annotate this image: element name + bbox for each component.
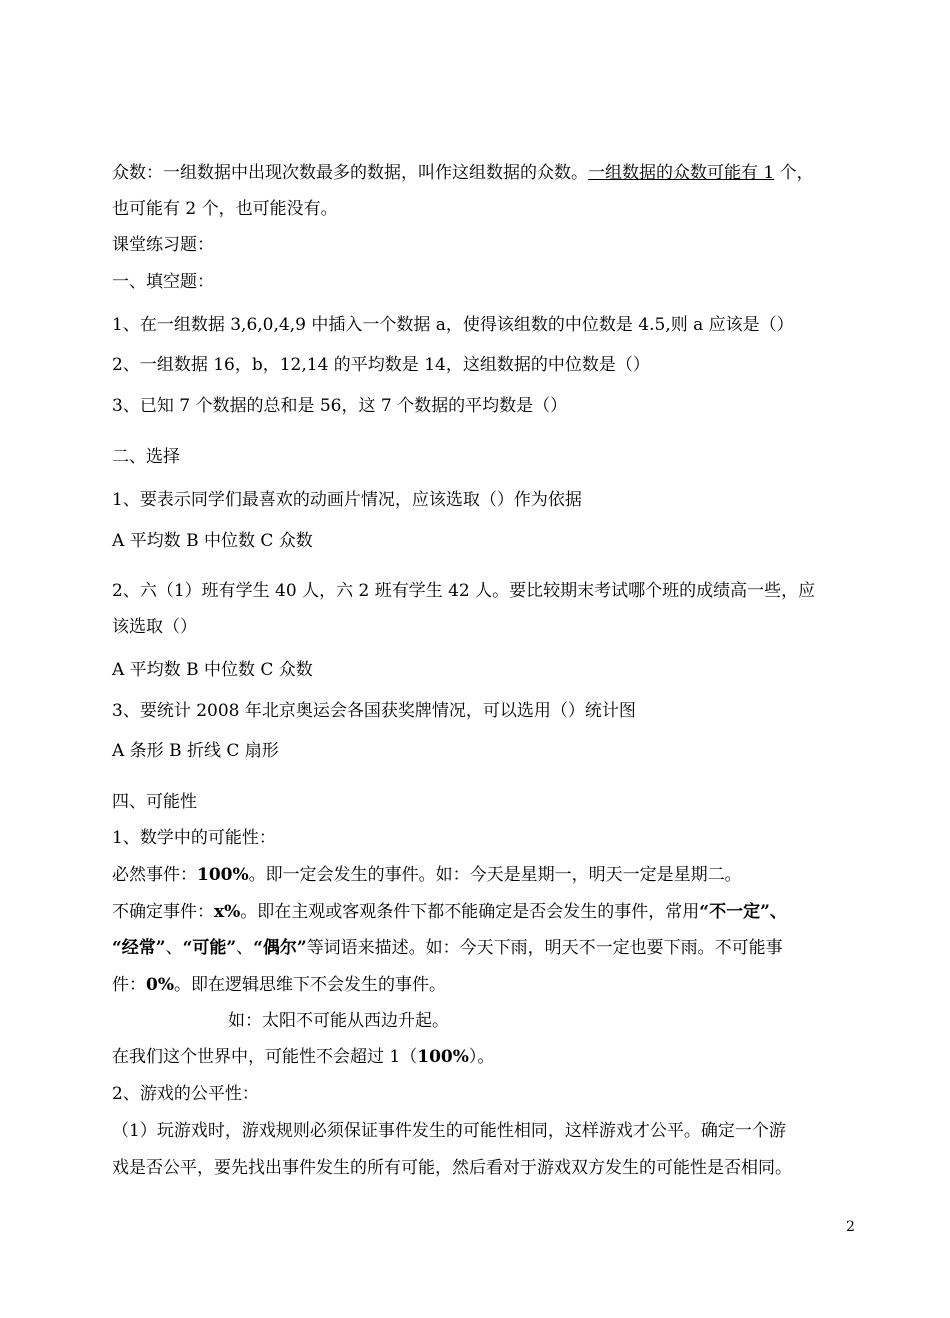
fill-question-1: 1、在一组数据 3,6,0,4,9 中插入一个数据 a，使得该组数的中位数是 4.5,则 a 应该是（） <box>112 315 794 335</box>
separator: 、 <box>236 938 254 958</box>
mode-definition-tail: 个， <box>774 163 814 183</box>
choice-question-3-options: A 条形 B 折线 C 扇形 <box>112 741 279 761</box>
impossible-event-text: 。即在逻辑思维下不会发生的事件。 <box>173 975 446 995</box>
mode-definition-line-1 <box>112 162 814 184</box>
uncertain-event-description: 等词语来描述。如：今天下雨，明天不一定也要下雨。不可能事 <box>306 938 783 958</box>
mode-definition-underlined: 一组数据的众数可能有 1 <box>588 163 775 183</box>
fill-heading: 一、填空题： <box>112 272 214 292</box>
uncertain-event-word: “不一定”、 <box>699 902 787 922</box>
choice-question-2-options: A 平均数 B 中位数 C 众数 <box>112 660 313 680</box>
certain-event-label: 必然事件： <box>112 865 197 885</box>
choice-question-3: 3、要统计 2008 年北京奥运会各国获奖牌情况，可以选用（）统计图 <box>112 701 636 721</box>
fairness-line-2: 戏是否公平，要先找出事件发生的所有可能，然后看对于游戏双方发生的可能性是否相同。 <box>112 1158 792 1178</box>
uncertain-event-label: 不确定事件： <box>112 902 214 922</box>
choice-question-2-line-1: 2、六（1）班有学生 40 人，六 2 班有学生 42 人。要比较期末考试哪个班的成绩高一些，应 <box>112 581 816 601</box>
word-possible: “可能” <box>182 938 237 958</box>
certain-event-line <box>112 864 742 886</box>
impossible-event-example: 如：太阳不可能从西边升起。 <box>228 1011 449 1031</box>
fill-question-3: 3、已知 7 个数据的总和是 56，这 7 个数据的平均数是（） <box>112 396 568 416</box>
choice-question-1: 1、要表示同学们最喜欢的动画片情况，应该选取（）作为依据 <box>112 490 582 510</box>
certain-event-text: 。即一定会发生的事件。如：今天是星期一，明天一定是星期二。 <box>248 865 742 885</box>
word-often: “经常” <box>112 938 166 958</box>
fairness-line-1: （1）玩游戏时，游戏规则必须保证事件发生的可能性相同，这样游戏才公平。确定一个游 <box>112 1121 786 1141</box>
world-possibility-tail: ）。 <box>468 1047 495 1067</box>
uncertain-event-line <box>112 901 787 923</box>
uncertain-event-percent: x% <box>214 902 241 922</box>
choice-heading: 二、选择 <box>112 447 180 467</box>
mode-definition-text: 众数：一组数据中出现次数最多的数据，叫作这组数据的众数。 <box>112 163 588 183</box>
fill-question-2: 2、一组数据 16，b，12,14 的平均数是 14，这组数据的中位数是（） <box>112 355 650 375</box>
uncertain-event-text: 。即在主观或客观条件下都不能确定是否会发生的事件，常用 <box>240 902 700 922</box>
separator: 、 <box>165 938 183 958</box>
choice-question-1-options: A 平均数 B 中位数 C 众数 <box>112 531 313 551</box>
impossible-event-label: 件： <box>112 975 146 995</box>
world-possibility-line <box>112 1046 494 1068</box>
exercises-title: 课堂练习题： <box>112 235 214 255</box>
mode-definition-line-2: 也可能有 2 个，也可能没有。 <box>112 199 338 219</box>
possibility-subheading-2: 2、游戏的公平性： <box>112 1084 259 1104</box>
page-number: 2 <box>846 1219 855 1235</box>
possibility-heading: 四、可能性 <box>112 792 197 812</box>
world-possibility-text: 在我们这个世界中，可能性不会超过 1（ <box>112 1047 418 1067</box>
choice-question-2-line-2: 该选取（） <box>112 617 197 637</box>
world-possibility-percent: 100% <box>417 1047 469 1067</box>
uncertain-event-words-line <box>112 937 783 959</box>
impossible-event-line <box>112 974 446 996</box>
impossible-event-percent: 0% <box>146 975 174 995</box>
certain-event-percent: 100% <box>197 865 249 885</box>
word-occasionally: “偶尔” <box>253 938 307 958</box>
possibility-subheading-1: 1、数学中的可能性： <box>112 828 276 848</box>
